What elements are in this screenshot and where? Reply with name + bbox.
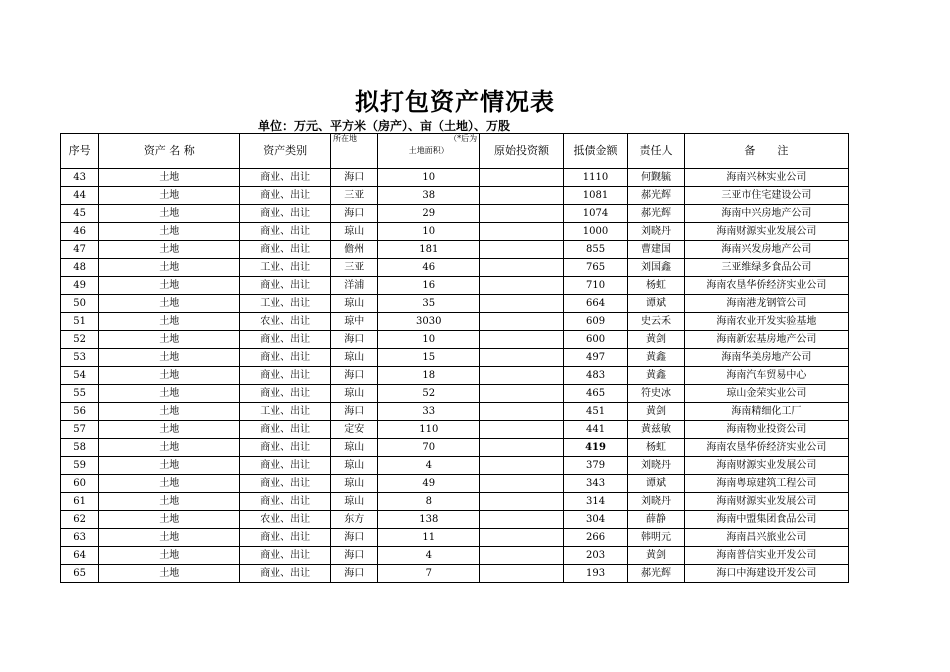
table-row <box>61 475 849 493</box>
header-name: 资产 名 称 <box>99 134 240 169</box>
cell-note: 海南财源实业发展公司 <box>684 493 848 511</box>
table-body <box>61 169 849 583</box>
cell-name: 土地 <box>99 277 240 295</box>
cell-category: 商业、出让 <box>240 457 331 475</box>
cell-responsible: 黄兹敏 <box>628 421 684 439</box>
cell-investment <box>480 349 564 367</box>
cell-category: 农业、出让 <box>240 313 331 331</box>
cell-name: 土地 <box>99 421 240 439</box>
cell-investment <box>480 241 564 259</box>
cell-location: 琼山 <box>331 457 378 475</box>
cell-category: 商业、出让 <box>240 187 331 205</box>
cell-debt: 1110 <box>563 169 627 187</box>
cell-note: 海南汽车贸易中心 <box>684 367 848 385</box>
cell-investment <box>480 169 564 187</box>
header-category: 资产类别 <box>240 134 331 169</box>
cell-note: 海南兴发房地产公司 <box>684 241 848 259</box>
header-investment: 原始投资额 <box>480 134 564 169</box>
cell-location: 海口 <box>331 205 378 223</box>
cell-area: 8 <box>378 493 480 511</box>
cell-seq: 63 <box>61 529 99 547</box>
cell-note: 海南农垦华侨经济实业公司 <box>684 277 848 295</box>
cell-area: 18 <box>378 367 480 385</box>
cell-location: 定安 <box>331 421 378 439</box>
cell-name: 土地 <box>99 511 240 529</box>
cell-debt: 483 <box>563 367 627 385</box>
cell-location: 琼山 <box>331 385 378 403</box>
cell-location: 琼山 <box>331 223 378 241</box>
cell-name: 土地 <box>99 331 240 349</box>
cell-name: 土地 <box>99 295 240 313</box>
cell-note: 海南农垦华侨经济实业公司 <box>684 439 848 457</box>
cell-note: 海南中兴房地产公司 <box>684 205 848 223</box>
cell-area: 11 <box>378 529 480 547</box>
cell-note: 琼山金荣实业公司 <box>684 385 848 403</box>
table-row <box>61 349 849 367</box>
cell-investment <box>480 439 564 457</box>
table-row <box>61 403 849 421</box>
cell-name: 土地 <box>99 439 240 457</box>
cell-seq: 55 <box>61 385 99 403</box>
cell-seq: 51 <box>61 313 99 331</box>
cell-area: 4 <box>378 547 480 565</box>
cell-note: 三亚市住宅建设公司 <box>684 187 848 205</box>
cell-responsible: 郝光辉 <box>628 205 684 223</box>
cell-area: 16 <box>378 277 480 295</box>
header-area-fragment-top: （*后为 <box>449 134 478 143</box>
cell-responsible: 郝光辉 <box>628 565 684 583</box>
cell-investment <box>480 277 564 295</box>
cell-area: 181 <box>378 241 480 259</box>
cell-debt: 600 <box>563 331 627 349</box>
cell-debt: 193 <box>563 565 627 583</box>
table-header-row <box>61 134 849 169</box>
cell-name: 土地 <box>99 403 240 421</box>
cell-investment <box>480 205 564 223</box>
cell-area: 29 <box>378 205 480 223</box>
cell-name: 土地 <box>99 547 240 565</box>
cell-note: 海南财源实业发展公司 <box>684 457 848 475</box>
cell-investment <box>480 331 564 349</box>
cell-name: 土地 <box>99 349 240 367</box>
cell-debt: 343 <box>563 475 627 493</box>
header-location-fragment: 所在地 <box>333 134 358 143</box>
cell-area: 10 <box>378 223 480 241</box>
cell-debt: 855 <box>563 241 627 259</box>
cell-investment <box>480 223 564 241</box>
cell-responsible: 刘国鑫 <box>628 259 684 277</box>
cell-seq: 52 <box>61 331 99 349</box>
cell-investment <box>480 403 564 421</box>
cell-investment <box>480 547 564 565</box>
cell-debt: 1000 <box>563 223 627 241</box>
cell-note: 海南新宏基房地产公司 <box>684 331 848 349</box>
cell-responsible: 黄剑 <box>628 403 684 421</box>
cell-location: 琼山 <box>331 439 378 457</box>
table-row <box>61 457 849 475</box>
cell-responsible: 黄鑫 <box>628 349 684 367</box>
table-row <box>61 511 849 529</box>
cell-investment <box>480 295 564 313</box>
cell-debt: 441 <box>563 421 627 439</box>
table-row <box>61 439 849 457</box>
cell-area: 46 <box>378 259 480 277</box>
cell-location: 海口 <box>331 529 378 547</box>
cell-responsible: 黄剑 <box>628 331 684 349</box>
cell-area: 4 <box>378 457 480 475</box>
table-row <box>61 169 849 187</box>
table-row <box>61 277 849 295</box>
cell-note: 海南昌兴旅业公司 <box>684 529 848 547</box>
table-row <box>61 223 849 241</box>
cell-note: 海南普信实业开发公司 <box>684 547 848 565</box>
cell-debt: 1081 <box>563 187 627 205</box>
cell-debt: 266 <box>563 529 627 547</box>
header-seq: 序号 <box>61 134 99 169</box>
cell-investment <box>480 313 564 331</box>
cell-location: 海口 <box>331 331 378 349</box>
cell-area: 10 <box>378 169 480 187</box>
cell-debt: 304 <box>563 511 627 529</box>
cell-responsible: 薛静 <box>628 511 684 529</box>
cell-area: 35 <box>378 295 480 313</box>
cell-location: 琼山 <box>331 295 378 313</box>
cell-area: 38 <box>378 187 480 205</box>
cell-responsible: 符史冰 <box>628 385 684 403</box>
table-row <box>61 187 849 205</box>
cell-name: 土地 <box>99 367 240 385</box>
page-title: 拟打包资产情况表 <box>355 88 555 116</box>
cell-category: 商业、出让 <box>240 223 331 241</box>
cell-investment <box>480 565 564 583</box>
cell-location: 海口 <box>331 169 378 187</box>
cell-responsible: 刘晓丹 <box>628 223 684 241</box>
header-location <box>331 134 378 169</box>
cell-name: 土地 <box>99 475 240 493</box>
cell-name: 土地 <box>99 457 240 475</box>
cell-category: 商业、出让 <box>240 367 331 385</box>
cell-location: 琼中 <box>331 313 378 331</box>
cell-area: 52 <box>378 385 480 403</box>
table-row <box>61 493 849 511</box>
cell-responsible: 杨虹 <box>628 439 684 457</box>
cell-category: 商业、出让 <box>240 385 331 403</box>
cell-seq: 64 <box>61 547 99 565</box>
cell-investment <box>480 529 564 547</box>
cell-category: 商业、出让 <box>240 493 331 511</box>
cell-debt: 451 <box>563 403 627 421</box>
cell-note: 海口中海建设开发公司 <box>684 565 848 583</box>
cell-debt: 465 <box>563 385 627 403</box>
cell-note: 海南农业开发实验基地 <box>684 313 848 331</box>
table-row <box>61 385 849 403</box>
table-row <box>61 367 849 385</box>
cell-seq: 65 <box>61 565 99 583</box>
header-area-fragment: 土地面积） <box>408 146 449 155</box>
cell-investment <box>480 187 564 205</box>
cell-seq: 54 <box>61 367 99 385</box>
cell-debt: 419 <box>563 439 627 457</box>
cell-category: 工业、出让 <box>240 259 331 277</box>
cell-name: 土地 <box>99 187 240 205</box>
cell-investment <box>480 367 564 385</box>
cell-note: 海南中盟集团食品公司 <box>684 511 848 529</box>
cell-investment <box>480 457 564 475</box>
cell-seq: 48 <box>61 259 99 277</box>
cell-name: 土地 <box>99 241 240 259</box>
cell-area: 10 <box>378 331 480 349</box>
cell-seq: 50 <box>61 295 99 313</box>
cell-area: 138 <box>378 511 480 529</box>
cell-seq: 62 <box>61 511 99 529</box>
cell-seq: 49 <box>61 277 99 295</box>
cell-responsible: 黄剑 <box>628 547 684 565</box>
cell-seq: 46 <box>61 223 99 241</box>
cell-debt: 765 <box>563 259 627 277</box>
cell-name: 土地 <box>99 313 240 331</box>
cell-location: 三亚 <box>331 187 378 205</box>
cell-debt: 664 <box>563 295 627 313</box>
cell-seq: 56 <box>61 403 99 421</box>
table-row <box>61 313 849 331</box>
table-row <box>61 241 849 259</box>
cell-seq: 45 <box>61 205 99 223</box>
cell-name: 土地 <box>99 259 240 277</box>
cell-location: 三亚 <box>331 259 378 277</box>
cell-name: 土地 <box>99 223 240 241</box>
cell-location: 海口 <box>331 547 378 565</box>
cell-responsible: 何觐毓 <box>628 169 684 187</box>
cell-category: 商业、出让 <box>240 547 331 565</box>
cell-note: 海南兴林实业公司 <box>684 169 848 187</box>
table-row <box>61 205 849 223</box>
cell-investment <box>480 511 564 529</box>
cell-location: 东方 <box>331 511 378 529</box>
cell-debt: 609 <box>563 313 627 331</box>
cell-seq: 59 <box>61 457 99 475</box>
cell-responsible: 曹建国 <box>628 241 684 259</box>
cell-note: 海南粤琼建筑工程公司 <box>684 475 848 493</box>
cell-category: 商业、出让 <box>240 205 331 223</box>
cell-debt: 314 <box>563 493 627 511</box>
cell-location: 海口 <box>331 403 378 421</box>
header-area <box>378 134 480 169</box>
table-row <box>61 331 849 349</box>
cell-seq: 47 <box>61 241 99 259</box>
cell-category: 商业、出让 <box>240 421 331 439</box>
cell-category: 农业、出让 <box>240 511 331 529</box>
cell-investment <box>480 259 564 277</box>
cell-responsible: 杨虹 <box>628 277 684 295</box>
cell-responsible: 谭斌 <box>628 475 684 493</box>
cell-location: 琼山 <box>331 475 378 493</box>
cell-debt: 203 <box>563 547 627 565</box>
cell-area: 7 <box>378 565 480 583</box>
cell-area: 49 <box>378 475 480 493</box>
cell-note: 海南财源实业发展公司 <box>684 223 848 241</box>
cell-responsible: 谭斌 <box>628 295 684 313</box>
cell-investment <box>480 421 564 439</box>
cell-category: 工业、出让 <box>240 403 331 421</box>
cell-category: 商业、出让 <box>240 277 331 295</box>
table-row <box>61 547 849 565</box>
cell-investment <box>480 475 564 493</box>
cell-investment <box>480 385 564 403</box>
cell-name: 土地 <box>99 385 240 403</box>
cell-category: 商业、出让 <box>240 241 331 259</box>
unit-line: 单位：万元、平方米（房产）、亩（土地）、万股 <box>258 119 511 133</box>
cell-responsible: 郝光辉 <box>628 187 684 205</box>
table-row <box>61 295 849 313</box>
cell-seq: 60 <box>61 475 99 493</box>
cell-note: 海南华美房地产公司 <box>684 349 848 367</box>
cell-investment <box>480 493 564 511</box>
cell-name: 土地 <box>99 205 240 223</box>
cell-responsible: 刘晓丹 <box>628 457 684 475</box>
cell-area: 15 <box>378 349 480 367</box>
cell-responsible: 黄鑫 <box>628 367 684 385</box>
cell-location: 海口 <box>331 565 378 583</box>
cell-area: 33 <box>378 403 480 421</box>
cell-seq: 53 <box>61 349 99 367</box>
cell-category: 商业、出让 <box>240 565 331 583</box>
cell-category: 商业、出让 <box>240 331 331 349</box>
table-row <box>61 259 849 277</box>
cell-seq: 44 <box>61 187 99 205</box>
cell-debt: 1074 <box>563 205 627 223</box>
cell-note: 海南物业投资公司 <box>684 421 848 439</box>
header-debt: 抵债金额 <box>563 134 627 169</box>
cell-debt: 379 <box>563 457 627 475</box>
asset-table <box>60 133 849 583</box>
cell-name: 土地 <box>99 493 240 511</box>
cell-name: 土地 <box>99 529 240 547</box>
cell-location: 琼山 <box>331 493 378 511</box>
table-row <box>61 421 849 439</box>
cell-note: 海南港龙钢管公司 <box>684 295 848 313</box>
cell-category: 商业、出让 <box>240 439 331 457</box>
table-row <box>61 565 849 583</box>
cell-area: 110 <box>378 421 480 439</box>
cell-debt: 710 <box>563 277 627 295</box>
cell-location: 儋州 <box>331 241 378 259</box>
table-row <box>61 529 849 547</box>
cell-seq: 58 <box>61 439 99 457</box>
cell-responsible: 韩明元 <box>628 529 684 547</box>
cell-note: 三亚维绿多食品公司 <box>684 259 848 277</box>
cell-category: 商业、出让 <box>240 349 331 367</box>
cell-location: 琼山 <box>331 349 378 367</box>
cell-debt: 497 <box>563 349 627 367</box>
cell-category: 商业、出让 <box>240 529 331 547</box>
cell-location: 洋浦 <box>331 277 378 295</box>
cell-note: 海南精细化工厂 <box>684 403 848 421</box>
header-responsible: 责任人 <box>628 134 684 169</box>
cell-name: 土地 <box>99 169 240 187</box>
header-note: 备 注 <box>684 134 848 169</box>
cell-area: 3030 <box>378 313 480 331</box>
cell-area: 70 <box>378 439 480 457</box>
cell-seq: 57 <box>61 421 99 439</box>
cell-seq: 43 <box>61 169 99 187</box>
cell-responsible: 刘晓丹 <box>628 493 684 511</box>
cell-location: 海口 <box>331 367 378 385</box>
cell-seq: 61 <box>61 493 99 511</box>
cell-name: 土地 <box>99 565 240 583</box>
cell-responsible: 史云禾 <box>628 313 684 331</box>
cell-category: 工业、出让 <box>240 295 331 313</box>
cell-category: 商业、出让 <box>240 169 331 187</box>
cell-category: 商业、出让 <box>240 475 331 493</box>
